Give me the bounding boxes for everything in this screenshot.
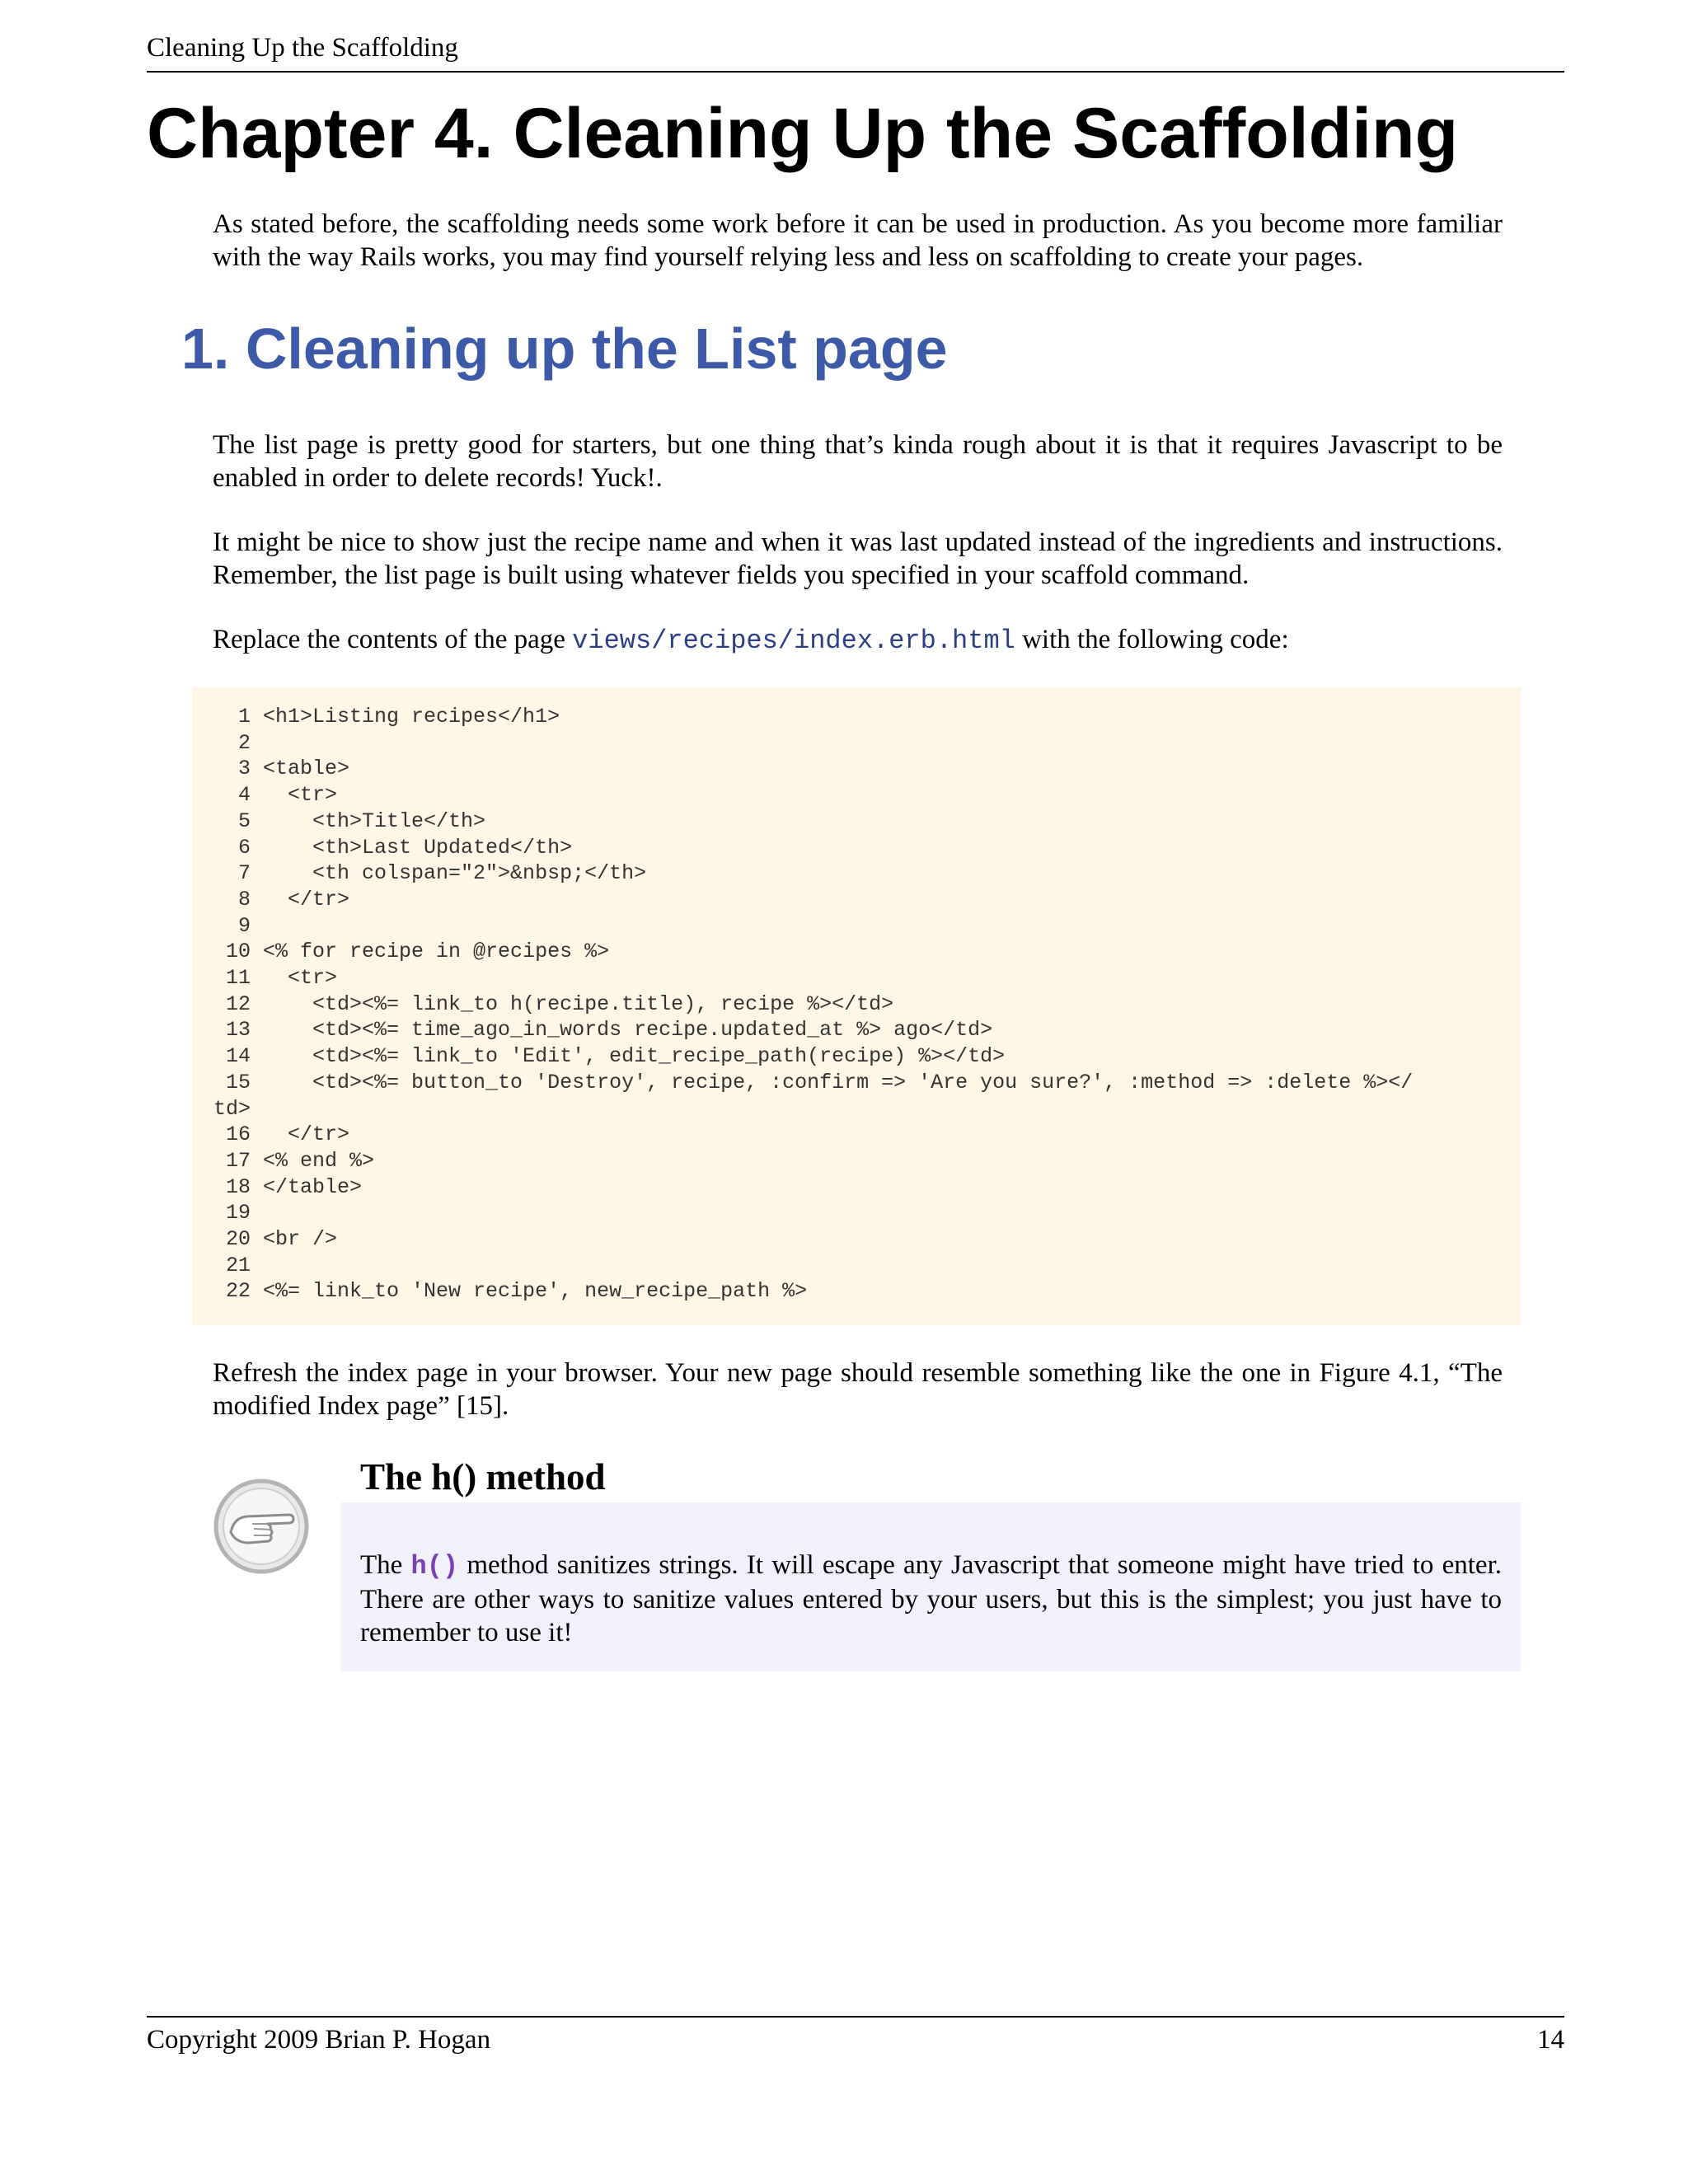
code-line: 20 <br />: [213, 1227, 338, 1252]
replace-text-before: Replace the contents of the page: [213, 625, 573, 654]
code-line: 12 <td><%= link_to h(recipe.title), recipe %></td>: [213, 991, 894, 1016]
code-line: 4 <tr>: [213, 783, 338, 808]
code-line: 17 <% end %>: [213, 1148, 375, 1173]
note-text: [360, 1549, 1502, 1649]
section-title: 1. Cleaning up the List page: [181, 316, 948, 381]
pointing-hand-icon: [213, 1478, 310, 1575]
note-code: h(): [410, 1551, 459, 1582]
code-line: 14 <td><%= link_to 'Edit', edit_recipe_path(recipe) %></td>: [213, 1044, 1006, 1069]
note-title: The h() method: [360, 1456, 606, 1497]
code-line: 1 <h1>Listing recipes</h1>: [213, 705, 560, 729]
code-line: 11 <tr>: [213, 966, 338, 991]
code-line: 18 </table>: [213, 1174, 363, 1199]
code-line: 2: [213, 730, 251, 755]
code-line: 15 <td><%= button_to 'Destroy', recipe, :confirm => 'Are you sure?', :method => :delete %></: [213, 1070, 1414, 1094]
code-line: 3 <table>: [213, 757, 350, 781]
code-line: 9: [213, 913, 251, 938]
code-listing: [213, 704, 1413, 1305]
code-line: 22 <%= link_to 'New recipe', new_recipe_path %>: [213, 1279, 808, 1304]
code-block: [192, 687, 1521, 1325]
page-footer: [147, 2016, 1564, 2064]
section-paragraph-1: The list page is pretty good for starters, but one thing that’s kinda rough about it is that it requires Javascript to be enabled in order to delete records! Yuck!.: [213, 430, 1503, 493]
running-header: [147, 30, 1564, 73]
refresh-paragraph: Refresh the index page in your browser. Your new page should resemble something like the one in Figure 4.1, “The modified Index page” [15].: [213, 1358, 1503, 1421]
note-text-after: method sanitizes strings. It will escape any Javascript that someone might have tried to enter. There are other ways to sanitize values entered by your users, but this is the simplest; you just have to remember to use it!: [360, 1550, 1502, 1647]
code-line: 16 </tr>: [213, 1122, 350, 1147]
code-line: 13 <td><%= time_ago_in_words recipe.updated_at %> ago</td>: [213, 1018, 993, 1043]
chapter-title: Chapter 4. Cleaning Up the Scaffolding: [147, 94, 1459, 173]
code-line: 21: [213, 1253, 251, 1277]
page-number: 14: [1537, 2025, 1564, 2055]
code-line: 10 <% for recipe in @recipes %>: [213, 940, 610, 964]
replace-instruction: [213, 623, 1503, 658]
code-line: 6 <th>Last Updated</th>: [213, 835, 573, 860]
replace-text-after: with the following code:: [1015, 625, 1289, 654]
code-line: 5 <th>Title</th>: [213, 808, 486, 833]
note-box: [340, 1502, 1521, 1671]
section-paragraph-2: It might be nice to show just the recipe name and when it was last updated instead of the ingredients and instructions. Remember, the list page is built using whatever fields you specified in your scaffold command.: [213, 527, 1503, 590]
running-header-title: Cleaning Up the Scaffolding: [147, 33, 458, 63]
intro-paragraph: As stated before, the scaffolding needs some work before it can be used in production. As you become more familiar with the way Rails works, you may find yourself relying less and less on scaffolding to create your pages.: [213, 209, 1503, 272]
code-line: 7 <th colspan="2">&nbsp;</th>: [213, 861, 647, 886]
code-line: td>: [213, 1096, 251, 1121]
copyright-text: Copyright 2009 Brian P. Hogan: [147, 2025, 491, 2055]
code-line: 19: [213, 1201, 251, 1226]
note-text-before: The: [360, 1550, 411, 1580]
code-line: 8 </tr>: [213, 887, 350, 912]
file-path: views/recipes/index.erb.html: [572, 626, 1015, 656]
